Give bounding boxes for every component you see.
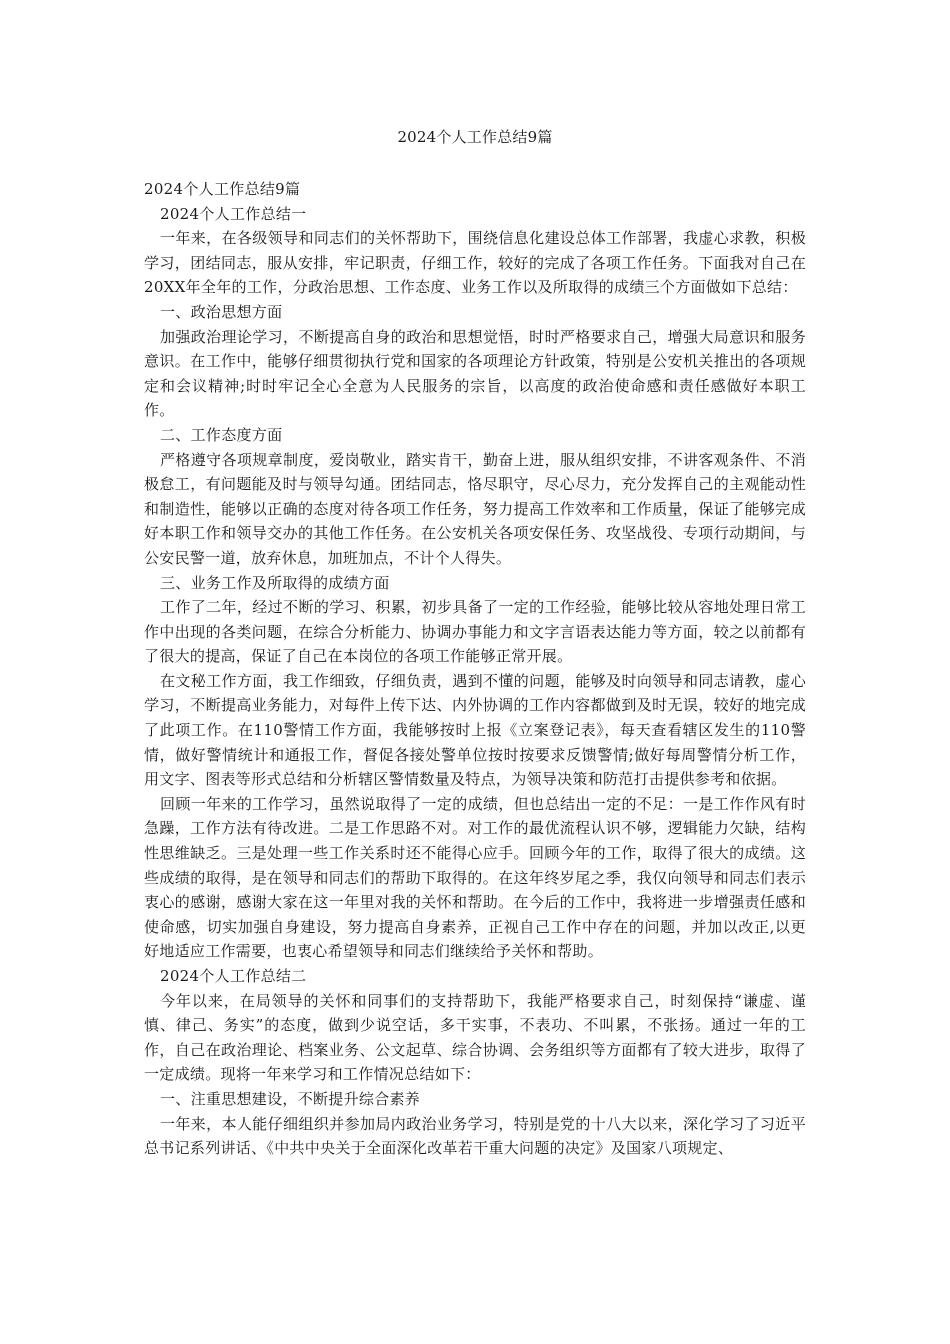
body-paragraph: 一年来，本人能仔细组织并参加局内政治业务学习，特别是党的十八大以来，深化学习了习近平总书记系列讲话、《中共中央关于全面深化改革若干重大问题的决定》及国家八项规定、 (144, 1114, 806, 1158)
body-paragraph: 今年以来，在局领导的关怀和同事们的支持帮助下，我能严格要求自己，时刻保持“谦虚、谨慎、律己、务实”的态度，做到少说空话，多干实事，不表功、不叫累，不张扬。通过一年的工作，自己在政治理论、档案业务、公文起草、综合协调、会务组织等方面都有了较大进步，取得了一定成绩。现将一年来学习和工作情况总结如下： (144, 991, 806, 1084)
section-heading: 2024个人工作总结二 (160, 967, 307, 985)
document-body (144, 177, 806, 1161)
document-subtitle: 2024个人工作总结9篇 (144, 180, 301, 198)
section-heading: 一、政治思想方面 (160, 302, 283, 321)
body-paragraph: 在文秘工作方面，我工作细致，仔细负责，遇到不懂的问题，能够及时向领导和同志请教，虚心学习，不断提高业务能力，对每件上传下达、内外协调的工作内容都做到及时无误，较好的地完成了此项工作。在110警情工作方面，我能够按时上报《立案登记表》，每天查看辖区发生的110警情，做好警情统计和通报工作，督促各接处警单位按时按要求反馈警情;做好每周警情分析工作，用文字、图表等形式总结和分析辖区警情数量及特点，为领导决策和防范打击提供参考和依据。 (144, 671, 806, 789)
section-heading: 2024个人工作总结一 (160, 204, 307, 223)
body-paragraph: 回顾一年来的工作学习，虽然说取得了一定的成绩，但也总结出一定的不足：一是工作作风有时急躁，工作方法有待改进。二是工作思路不对。对工作的最优流程认识不够，逻辑能力欠缺，结构性思维缺乏。三是处理一些工作关系时还不能得心应手。回顾今年的工作，取得了很大的成绩。这些成绩的取得，是在领导和同志们的帮助下取得的。在这年终岁尾之季，我仅向领导和同志们表示衷心的感谢，感谢大家在这一年里对我的关怀和帮助。在今后的工作中，我将进一步增强责任感和使命感，切实加强自身建设，努力提高自身素养，正视自己工作中存在的问题，并加以改正,以更好地适应工作需要，也衷心希望领导和同志们继续给予关怀和帮助。 (144, 794, 806, 961)
section-heading: 三、业务工作及所取得的成绩方面 (160, 573, 390, 592)
section-heading: 二、工作态度方面 (160, 425, 283, 444)
body-paragraph: 工作了二年，经过不断的学习、积累，初步具备了一定的工作经验，能够比较从容地处理日常工作中出现的各类问题，在综合分析能力、协调办事能力和文字言语表达能力等方面，较之以前都有了很大的提高，保证了自己在本岗位的各项工作能够正常开展。 (144, 598, 806, 666)
body-paragraph: 加强政治理论学习，不断提高自身的政治和思想觉悟，时时严格要求自己，增强大局意识和服务意识。在工作中，能够仔细贯彻执行党和国家的各项理论方针政策，特别是公安机关推出的各项规定和会议精神;时时牢记全心全意为人民服务的宗旨，以高度的政治使命感和责任感做好本职工作。 (144, 327, 806, 420)
body-paragraph: 严格遵守各项规章制度，爱岗敬业，踏实肯干，勤奋上进，服从组织安排，不讲客观条件、不消极怠工，有问题能及时与领导勾通。团结同志，恪尽职守，尽心尽力，充分发挥自己的主观能动性和制造性，能够以正确的态度对待各项工作任务，努力提高工作效率和工作质量，保证了能够完成好本职工作和领导交办的其他工作任务。在公安机关各项安保任务、攻坚战役、专项行动期间，与公安民警一道，放弃休息，加班加点，不计个人得失。 (144, 450, 806, 567)
document-title: 2024个人工作总结9篇 (397, 128, 553, 146)
body-paragraph: 一年来，在各级领导和同志们的关怀帮助下，围绕信息化建设总体工作部署，我虚心求教，积极学习，团结同志，服从安排，牢记职责，仔细工作，较好的完成了各项工作任务。下面我对自己在20XX年全年的工作，分政治思想、工作态度、业务工作以及所取得的成绩三个方面做如下总结： (144, 229, 806, 297)
section-heading: 一、注重思想建设，不断提升综合素养 (160, 1089, 421, 1108)
